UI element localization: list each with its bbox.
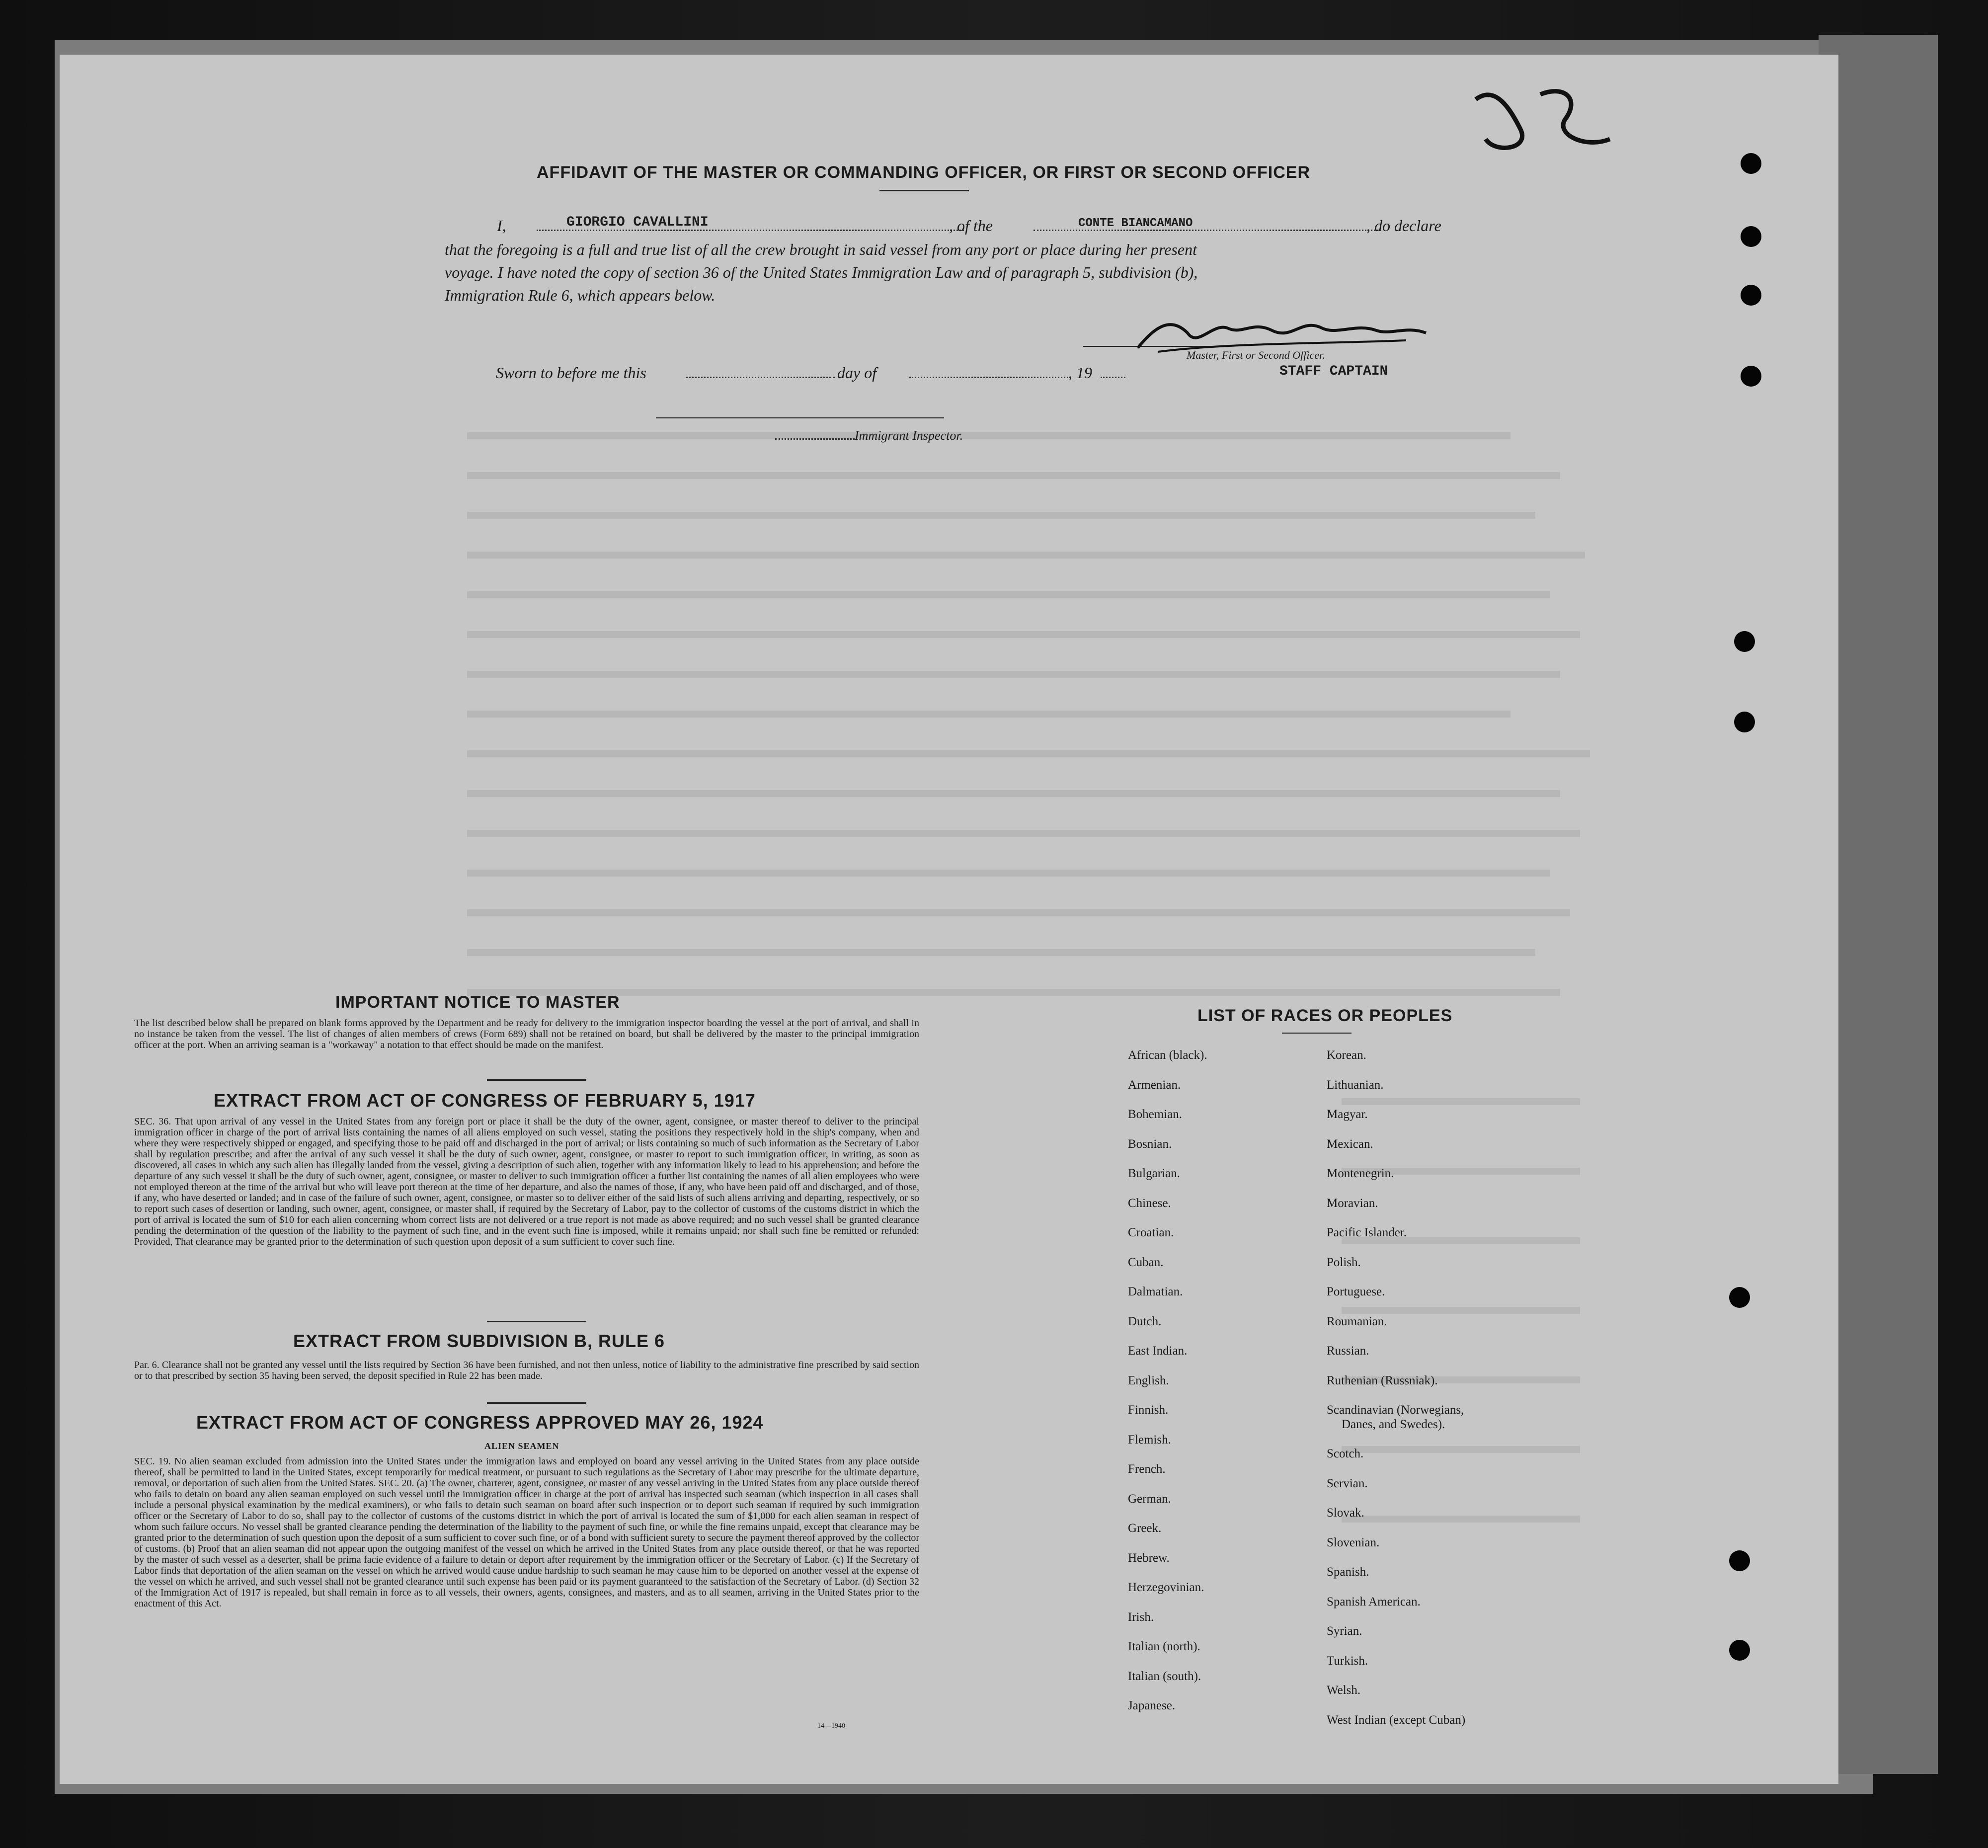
race-item: Hebrew. <box>1128 1551 1170 1565</box>
race-item: Welsh. <box>1327 1684 1361 1697</box>
race-item: Moravian. <box>1327 1196 1378 1210</box>
year-prefix: , 19 <box>1068 364 1092 382</box>
title-divider <box>879 190 969 191</box>
race-item: Greek. <box>1128 1522 1162 1535</box>
races-divider <box>1282 1033 1352 1034</box>
race-item: English. <box>1128 1373 1169 1387</box>
race-item: Russian. <box>1327 1344 1369 1358</box>
race-item: Danes, and Swedes). <box>1342 1417 1445 1431</box>
officer-name: GIORGIO CAVALLINI <box>566 215 709 230</box>
race-item: Korean. <box>1327 1048 1366 1062</box>
race-item: West Indian (except Cuban) <box>1327 1713 1466 1727</box>
affidavit-line-3: voyage. I have noted the copy of section 36 of the United States Immigration Law and of paragraph 5, subdivision (b), <box>445 263 1198 281</box>
race-item: Slovenian. <box>1327 1535 1380 1549</box>
handwritten-mark <box>1466 80 1625 169</box>
race-item: Montenegrin. <box>1327 1167 1394 1180</box>
race-item: Turkish. <box>1327 1654 1368 1668</box>
race-item: Japanese. <box>1128 1699 1176 1712</box>
sworn-year-line <box>1101 377 1125 378</box>
sworn-day-line <box>686 377 835 378</box>
punch-hole <box>1741 153 1761 174</box>
race-item: Servian. <box>1327 1476 1368 1490</box>
race-item: Italian (north). <box>1128 1640 1200 1653</box>
race-item: Croatian. <box>1128 1226 1174 1239</box>
race-item: Irish. <box>1128 1610 1154 1624</box>
race-item: Finnish. <box>1128 1403 1169 1417</box>
race-item: German. <box>1128 1492 1171 1506</box>
signature-caption: Master, First or Second Officer. <box>1187 349 1325 361</box>
race-item: Spanish American. <box>1327 1595 1421 1608</box>
race-item: Italian (south). <box>1128 1669 1201 1683</box>
race-item: Dalmatian. <box>1128 1285 1183 1298</box>
subdivision-b-title: EXTRACT FROM SUBDIVISION B, RULE 6 <box>293 1331 665 1351</box>
form-number: 14—1940 <box>817 1722 845 1730</box>
notice-title: IMPORTANT NOTICE TO MASTER <box>335 993 620 1012</box>
section-divider-1 <box>487 1079 586 1081</box>
sworn-month-line <box>909 377 1068 378</box>
race-item: East Indian. <box>1128 1344 1188 1358</box>
race-item: Spanish. <box>1327 1565 1369 1579</box>
do-declare-label: , do declare <box>1366 217 1441 235</box>
race-item: French. <box>1128 1462 1166 1476</box>
race-item: Magyar. <box>1327 1108 1368 1121</box>
section-divider-2 <box>487 1321 586 1322</box>
race-item: Polish. <box>1327 1255 1361 1269</box>
race-item: Cuban. <box>1128 1255 1164 1269</box>
punch-hole <box>1729 1287 1750 1308</box>
race-item: Bohemian. <box>1128 1108 1183 1121</box>
extract-1924-body: SEC. 19. No alien seaman excluded from admission into the United States under the immigration laws and employed on board any vessel arriving in the United States from any place outside thereof, shall be permitted to land in the United States, except temporarily for medical treatment, or pursuant to such regulations as the Secretary of Labor may prescribe for the ultimate departure, removal, or deportation of such alien from the United States. SEC. 20. (a) The owner, charterer, agent, consignee, or master of any vessel arriving in the United States from any place outside thereof who fails to detain on board any alien seaman employed on such vessel until the immigration officer in charge at the port of arrival has inspected such seaman (which inspection in all cases shall include a personal physical examination by the medical examiners), or who fails to detain such seaman on board after such inspection or to deport such seaman if required by such immigration officer or the Secretary of Labor to do so, shall pay to the collector of customs of the customs district in which the port of arrival is located the sum of $1,000 for each alien seaman in respect of whom such failure occurs. No vessel shall be granted clearance pending the determination of the liability to the payment of such fine, or while the fine remains unpaid, except that clearance may be granted prior to the determination of such question upon the deposit of a sum sufficient to cover such fine, or of a bond with sufficient surety to secure the payment thereof approved by the collector of customs. (b) Proof that an alien seaman did not appear upon the outgoing manifest of the vessel on which he arrived in the United States from any place outside thereof, or that he was reported by the master of such vessel as a deserter, shall be prima facie evidence of a failure to detain or deport after requirement by the immigration officer or the Secretary of Labor. (c) If the Secretary of Labor finds that deportation of the alien seaman on the vessel on which he arrived would cause undue hardship to such seaman he may cause him to be deported on another vessel at the expense of the vessel on which he arrived, and such vessel shall not be granted clearance until such expense has been paid or its payment guaranteed to the satisfaction of the Secretary of Labor. (d) Section 32 of the Immigration Act of 1917 is repealed, but shall remain in force as to all vessels, their owners, agents, consignees, and masters, and as to all seamen, arriving in the United States prior to the enactment of this Act. <box>134 1456 919 1609</box>
of-the-label: , of the <box>949 217 993 235</box>
race-item: Roumanian. <box>1327 1314 1387 1328</box>
inspector-signature-line <box>656 417 944 418</box>
affidavit-line-2: that the foregoing is a full and true list of all the crew brought in said vessel from any port or place during her present <box>445 241 1197 258</box>
race-item: African (black). <box>1128 1048 1207 1062</box>
race-item: Syrian. <box>1327 1624 1362 1638</box>
document-page <box>60 55 1838 1784</box>
affidavit-line-4: Immigration Rule 6, which appears below. <box>445 286 716 304</box>
race-item: Mexican. <box>1327 1137 1373 1151</box>
race-item: Armenian. <box>1128 1078 1181 1092</box>
subdivision-b-body: Par. 6. Clearance shall not be granted any vessel until the lists required by Section 36 have been furnished, and not then unless, notice of liability to the administrative fine prescribed by said section or to that prescribed by section 35 having been served, the deposit specified in Rule 22 has been made. <box>134 1360 919 1381</box>
extract-1917-title: EXTRACT FROM ACT OF CONGRESS OF FEBRUARY 5, 1917 <box>214 1090 756 1111</box>
race-item: Herzegovinian. <box>1128 1581 1204 1594</box>
race-item: Scotch. <box>1327 1447 1364 1460</box>
race-item: Dutch. <box>1128 1314 1162 1328</box>
punch-hole <box>1729 1550 1750 1571</box>
race-item: Scandinavian (Norwegians, <box>1327 1403 1464 1417</box>
notice-body: The list described below shall be prepared on blank forms approved by the Department and be ready for delivery to the immigration inspector boarding the vessel at the port of arrival, and shall in no instance be taken from the vessel. The list of changes of alien members of crews (Form 689) shall not be retained on board, but shall be delivered by the master to the principal immigration officer at the port. When an arriving seaman is a "workaway" a notation to that effect should be made on the manifest. <box>134 1018 919 1050</box>
race-item: Slovak. <box>1327 1506 1364 1520</box>
punch-hole <box>1734 631 1755 652</box>
inspector-label: Immigrant Inspector. <box>855 428 963 443</box>
section-divider-3 <box>487 1402 586 1404</box>
sworn-label: Sworn to before me this <box>496 364 646 382</box>
punch-hole <box>1729 1640 1750 1661</box>
race-item: Chinese. <box>1128 1196 1171 1210</box>
extract-1917-body: SEC. 36. That upon arrival of any vessel in the United States from any foreign port or place it shall be the duty of the owner, agent, consignee, or master thereof to deliver to the principal immigration officer in charge of the port of arrival lists containing the names of all aliens employed on such vessel, stating the positions they respectively hold in the ship's company, when and where they were respectively shipped or engaged, and specifying those to be paid off and discharged in the port of arrival; or lists containing so much of such information as the Secretary of Labor shall by regulation prescribe; and after the arrival of any such vessel it shall be the duty of such owner, agent, consignee, or master to report to such immigration officer, in writing, as soon as discovered, all cases in which any such alien has illegally landed from the vessel, giving a description of such alien, together with any information likely to lead to his apprehension; and before the departure of any such vessel it shall be the duty of such owner, agent, consignee, or master to deliver to such immigration officer a further list containing the names of all alien employees who were not employed thereon at the time of the arrival but who will leave port thereon at the time of her departure, and also the names of those, if any, who have been paid off and discharged, and of those, if any, who have deserted or landed; and in case of the failure of such owner, agent, consignee, or master so to deliver either of the said lists of such aliens arriving and departing, respectively, or so to report such cases of desertion or landing, such owner, agent, consignee, or master shall, if required by the Secretary of Labor, pay to the collector of customs of the customs district in which the port of arrival is located the sum of $10 for each alien concerning whom correct lists are not delivered or a true report is not made as above required; and no such vessel shall be granted clearance pending the determination of the question of the liability to the payment of such fine, and in the event such fine is imposed, while it remains unpaid; nor shall such fine be remitted or refunded: Provided, That clearance may be granted prior to the determination of such question upon deposit of a sum sufficient to cover such fine. <box>134 1116 919 1247</box>
staff-captain-stamp: STAFF CAPTAIN <box>1279 364 1388 379</box>
affidavit-title: AFFIDAVIT OF THE MASTER OR COMMANDING OFFICER, OR FIRST OR SECOND OFFICER <box>537 163 1310 182</box>
race-item: Portuguese. <box>1327 1285 1385 1298</box>
day-of-label: day of <box>837 364 877 382</box>
vessel-name: CONTE BIANCAMANO <box>1078 217 1193 230</box>
race-item: Bulgarian. <box>1128 1167 1180 1180</box>
races-title: LIST OF RACES OR PEOPLES <box>1197 1006 1453 1025</box>
race-item: Flemish. <box>1128 1433 1171 1446</box>
race-item: Pacific Islander. <box>1327 1226 1407 1239</box>
i-label: I, <box>497 217 506 235</box>
race-item: Lithuanian. <box>1327 1078 1384 1092</box>
punch-hole <box>1741 285 1761 306</box>
inspector-dots <box>775 438 855 440</box>
extract-1924-title: EXTRACT FROM ACT OF CONGRESS APPROVED MAY 26, 1924 <box>196 1412 764 1433</box>
race-item: Bosnian. <box>1128 1137 1172 1151</box>
extract-1924-subtitle: ALIEN SEAMEN <box>484 1441 559 1451</box>
punch-hole <box>1734 712 1755 732</box>
punch-hole <box>1741 226 1761 247</box>
punch-hole <box>1741 366 1761 387</box>
race-item: Ruthenian (Russniak). <box>1327 1373 1438 1387</box>
